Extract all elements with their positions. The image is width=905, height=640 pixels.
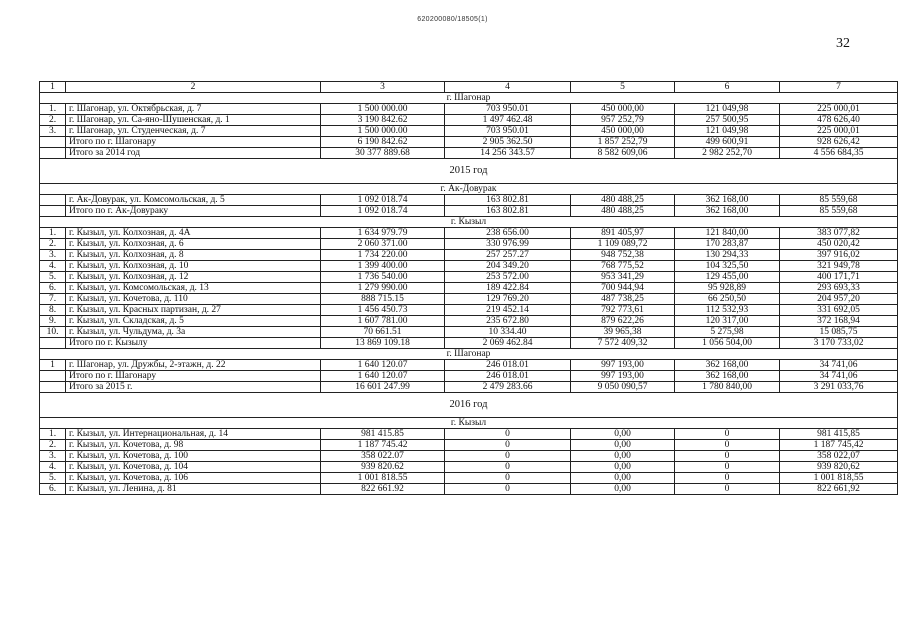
table-cell: 257 257.27 (445, 250, 571, 261)
table-cell: 0,00 (571, 440, 675, 451)
table-cell: 372 168,94 (780, 316, 898, 327)
table-cell: 1 001 818.55 (321, 473, 445, 484)
table-cell: 383 077,82 (780, 228, 898, 239)
table-cell: г. Кызыл, ул. Кочетова, д. 98 (66, 440, 321, 451)
table-cell: 225 000,01 (780, 104, 898, 115)
table-row (40, 261, 898, 272)
table-body (40, 82, 898, 495)
table-cell: 3 291 033,76 (780, 382, 898, 393)
table-row (40, 228, 898, 239)
year-heading-row (40, 159, 898, 184)
table-cell: 1 736 540.00 (321, 272, 445, 283)
table-cell: г. Кызыл, ул. Красных партизан, д. 27 (66, 305, 321, 316)
table-cell: 1 279 990.00 (321, 283, 445, 294)
city-heading: г. Шагонар (40, 93, 898, 104)
table-row (40, 451, 898, 462)
table-cell: 7. (40, 294, 66, 305)
table-cell: 10 334.40 (445, 327, 571, 338)
table-cell: 235 672.80 (445, 316, 571, 327)
table-cell: 331 692,05 (780, 305, 898, 316)
table-cell (40, 382, 66, 393)
table-cell: 1 092 018.74 (321, 195, 445, 206)
table-cell: 703 950.01 (445, 104, 571, 115)
table-cell: 257 500,95 (675, 115, 780, 126)
table-cell: 2 982 252,70 (675, 148, 780, 159)
table-row (40, 305, 898, 316)
table-cell: 478 626,40 (780, 115, 898, 126)
table-cell: 120 317,00 (675, 316, 780, 327)
table-cell: 1 500 000.00 (321, 126, 445, 137)
table-cell: 1 497 462.48 (445, 115, 571, 126)
table-cell: 0 (675, 462, 780, 473)
table-cell: 163 802.81 (445, 206, 571, 217)
table-cell: 330 976.99 (445, 239, 571, 250)
table-cell: 3 170 733,02 (780, 338, 898, 349)
city-section-row (40, 217, 898, 228)
table-cell: 189 422.84 (445, 283, 571, 294)
table-cell: 4 556 684,35 (780, 148, 898, 159)
table-cell: г. Кызыл, ул. Интернациональная, д. 14 (66, 429, 321, 440)
table-cell: 7 572 409,32 (571, 338, 675, 349)
table-cell: 2. (40, 115, 66, 126)
table-row (40, 126, 898, 137)
table-cell: 0 (675, 429, 780, 440)
table-row (40, 104, 898, 115)
table-cell: 1 (40, 360, 66, 371)
table-cell: 15 085,75 (780, 327, 898, 338)
table-cell: 2. (40, 440, 66, 451)
table-cell: 6 190 842.62 (321, 137, 445, 148)
table-cell: 0,00 (571, 451, 675, 462)
table-cell: 10. (40, 327, 66, 338)
table-cell: 0 (445, 484, 571, 495)
table-row (40, 148, 898, 159)
table-row (40, 360, 898, 371)
table-cell: 4. (40, 462, 66, 473)
table-cell: 1 607 781.00 (321, 316, 445, 327)
table-cell: 66 250,50 (675, 294, 780, 305)
column-header: 2 (66, 82, 321, 93)
table-cell: 450 000,00 (571, 126, 675, 137)
table-cell: 39 965,38 (571, 327, 675, 338)
table-cell: г. Кызыл, ул. Колхозная, д. 12 (66, 272, 321, 283)
table-row (40, 327, 898, 338)
column-header: 1 (40, 82, 66, 93)
table-cell: 1 734 220.00 (321, 250, 445, 261)
table-cell: Итого за 2015 г. (66, 382, 321, 393)
table-cell: 1 187 745,42 (780, 440, 898, 451)
table-row (40, 272, 898, 283)
table-cell: 939 820.62 (321, 462, 445, 473)
table-cell: 0,00 (571, 473, 675, 484)
table-cell: 362 168,00 (675, 195, 780, 206)
table-cell: 30 377 889.68 (321, 148, 445, 159)
table-row (40, 137, 898, 148)
table-row (40, 195, 898, 206)
table-cell: 112 532,93 (675, 305, 780, 316)
table-cell: 981 415.85 (321, 429, 445, 440)
table-cell: г. Шагонар, ул. Студенческая, д. 7 (66, 126, 321, 137)
table-cell: 1 780 840,00 (675, 382, 780, 393)
table-row (40, 440, 898, 451)
table-cell: г. Шагонар, ул. Дружбы, 2-этажн, д. 22 (66, 360, 321, 371)
table-cell: 1 001 818,55 (780, 473, 898, 484)
table-cell: 1. (40, 429, 66, 440)
city-section-row (40, 184, 898, 195)
table-cell: 400 171,71 (780, 272, 898, 283)
table-cell: 1. (40, 104, 66, 115)
table-cell: 16 601 247.99 (321, 382, 445, 393)
table-cell: 2 069 462.84 (445, 338, 571, 349)
table-cell: г. Кызыл, ул. Колхозная, д. 10 (66, 261, 321, 272)
table-cell: г. Кызыл, ул. Комсомольская, д. 13 (66, 283, 321, 294)
table-cell: 703 950.01 (445, 126, 571, 137)
city-heading: г. Кызыл (40, 418, 898, 429)
table-cell: 1 109 089,72 (571, 239, 675, 250)
table-cell: 5. (40, 473, 66, 484)
table-cell: 957 252,79 (571, 115, 675, 126)
table-cell: 768 775,52 (571, 261, 675, 272)
table-cell: 1 857 252,79 (571, 137, 675, 148)
table-cell: 0 (445, 462, 571, 473)
table-cell: 2. (40, 239, 66, 250)
table-cell: 397 916,02 (780, 250, 898, 261)
table-cell: 358 022,07 (780, 451, 898, 462)
table-cell: 170 283,87 (675, 239, 780, 250)
table-cell: 0 (675, 440, 780, 451)
city-section-row (40, 418, 898, 429)
year-heading-row (40, 393, 898, 418)
table-cell: 362 168,00 (675, 360, 780, 371)
city-section-row (40, 93, 898, 104)
city-heading: г. Ак-Довурак (40, 184, 898, 195)
table-cell: 8. (40, 305, 66, 316)
table-row (40, 382, 898, 393)
table-cell: 70 661.51 (321, 327, 445, 338)
column-header: 3 (321, 82, 445, 93)
table-cell: 879 622,26 (571, 316, 675, 327)
city-heading: г. Шагонар (40, 349, 898, 360)
table-cell (40, 137, 66, 148)
table-cell: 225 000,01 (780, 126, 898, 137)
table-cell: 8 582 609,06 (571, 148, 675, 159)
table-cell: 204 957,20 (780, 294, 898, 305)
document-id: 620200080/18505(1) (417, 16, 488, 23)
table-cell: 0 (445, 429, 571, 440)
table-cell: г. Кызыл, ул. Колхозная, д. 4А (66, 228, 321, 239)
table-cell: 362 168,00 (675, 371, 780, 382)
table-cell: 948 752,38 (571, 250, 675, 261)
table-cell (40, 371, 66, 382)
table-cell: 14 256 343.57 (445, 148, 571, 159)
table-cell: 204 349.20 (445, 261, 571, 272)
table-cell: г. Кызыл, ул. Кочетова, д. 110 (66, 294, 321, 305)
table-cell: 0 (445, 440, 571, 451)
table-cell: 6. (40, 283, 66, 294)
table-cell: г. Кызыл, ул. Кочетова, д. 100 (66, 451, 321, 462)
table-cell: 130 294,33 (675, 250, 780, 261)
table-cell: 104 325,50 (675, 261, 780, 272)
table-cell: 13 869 109.18 (321, 338, 445, 349)
table-cell: 85 559,68 (780, 206, 898, 217)
table-cell: г. Шагонар, ул. Са-яно-Шушенская, д. 1 (66, 115, 321, 126)
table-cell: 1 456 450.73 (321, 305, 445, 316)
table-row (40, 371, 898, 382)
city-heading: г. Кызыл (40, 217, 898, 228)
table-row (40, 473, 898, 484)
table-row (40, 206, 898, 217)
table-cell: 487 738,25 (571, 294, 675, 305)
table-cell: 0 (445, 451, 571, 462)
table-row (40, 462, 898, 473)
table-cell: г. Кызыл, ул. Чульдума, д. 3а (66, 327, 321, 338)
table-cell (40, 148, 66, 159)
table-cell (40, 206, 66, 217)
table-cell: 5 275,98 (675, 327, 780, 338)
table-row (40, 115, 898, 126)
table-cell: 9. (40, 316, 66, 327)
table-cell: 3. (40, 126, 66, 137)
table-cell (40, 195, 66, 206)
table-cell: 2 060 371.00 (321, 239, 445, 250)
table-cell: 246 018.01 (445, 371, 571, 382)
table-cell: 0,00 (571, 484, 675, 495)
table-cell: 928 626,42 (780, 137, 898, 148)
table-cell: 700 944,94 (571, 283, 675, 294)
table-cell: 3. (40, 250, 66, 261)
table-row (40, 338, 898, 349)
table-cell: 480 488,25 (571, 206, 675, 217)
table-cell: 293 693,33 (780, 283, 898, 294)
page-number: 32 (836, 36, 850, 51)
table-cell: 450 020,42 (780, 239, 898, 250)
table-row (40, 239, 898, 250)
table-cell: 2 905 362.50 (445, 137, 571, 148)
table-cell: 219 452.14 (445, 305, 571, 316)
table-cell: 1. (40, 228, 66, 239)
table-cell: 822 661.92 (321, 484, 445, 495)
table-cell: 2 479 283.66 (445, 382, 571, 393)
table-cell: 1 640 120.07 (321, 371, 445, 382)
table-row (40, 283, 898, 294)
table-cell: 953 341,29 (571, 272, 675, 283)
table-cell: 358 022.07 (321, 451, 445, 462)
table-cell: 34 741,06 (780, 360, 898, 371)
table-row (40, 250, 898, 261)
table-cell: Итого по г. Шагонару (66, 137, 321, 148)
column-header: 6 (675, 82, 780, 93)
table-cell: 981 415,85 (780, 429, 898, 440)
table-cell: 121 049,98 (675, 126, 780, 137)
table-cell: 1 634 979.79 (321, 228, 445, 239)
table-cell: 499 600,91 (675, 137, 780, 148)
table-cell: 163 802.81 (445, 195, 571, 206)
table-cell: 0 (675, 473, 780, 484)
table-cell: 1 056 504,00 (675, 338, 780, 349)
table-cell: 0,00 (571, 429, 675, 440)
table-cell: 997 193,00 (571, 360, 675, 371)
table-cell: 246 018.01 (445, 360, 571, 371)
table-cell: 95 928,89 (675, 283, 780, 294)
table-cell: 121 840,00 (675, 228, 780, 239)
table-row (40, 294, 898, 305)
table-cell: г. Кызыл, ул. Кочетова, д. 106 (66, 473, 321, 484)
table-cell: 822 661,92 (780, 484, 898, 495)
table-cell: 121 049,98 (675, 104, 780, 115)
table-cell: 4. (40, 261, 66, 272)
table-cell: 997 193,00 (571, 371, 675, 382)
table-cell: г. Кызыл, ул. Складская, д. 5 (66, 316, 321, 327)
table-cell: г. Ак-Довурак, ул. Комсомольская, д. 5 (66, 195, 321, 206)
table-cell (40, 338, 66, 349)
table-cell: г. Кызыл, ул. Ленина, д. 81 (66, 484, 321, 495)
table-cell: 0 (675, 484, 780, 495)
city-section-row (40, 349, 898, 360)
table-row (40, 316, 898, 327)
table-cell: 9 050 090,57 (571, 382, 675, 393)
table-cell: Итого по г. Шагонару (66, 371, 321, 382)
table-cell: 1 092 018.74 (321, 206, 445, 217)
table-cell: 6. (40, 484, 66, 495)
table-cell: 0 (445, 473, 571, 484)
table-cell: 3. (40, 451, 66, 462)
table-cell: Итого за 2014 год (66, 148, 321, 159)
column-header: 5 (571, 82, 675, 93)
table-cell: г. Кызыл, ул. Кочетова, д. 104 (66, 462, 321, 473)
table-cell: 480 488,25 (571, 195, 675, 206)
table-cell: 1 500 000.00 (321, 104, 445, 115)
table-cell: 792 773,61 (571, 305, 675, 316)
header-row (40, 82, 898, 93)
column-header: 7 (780, 82, 898, 93)
table-cell: 5. (40, 272, 66, 283)
table-cell: г. Шагонар, ул. Октябрьская, д. 7 (66, 104, 321, 115)
table-cell: 939 820,62 (780, 462, 898, 473)
data-table (39, 81, 898, 495)
table-cell: Итого по г. Кызылу (66, 338, 321, 349)
table-cell: 450 000,00 (571, 104, 675, 115)
table-cell: 0 (675, 451, 780, 462)
table-cell: 0,00 (571, 462, 675, 473)
table-cell: 888 715.15 (321, 294, 445, 305)
table-cell: 1 399 400.00 (321, 261, 445, 272)
table-cell: 3 190 842.62 (321, 115, 445, 126)
table-cell: 1 187 745.42 (321, 440, 445, 451)
column-header: 4 (445, 82, 571, 93)
table-cell: г. Кызыл, ул. Колхозная, д. 8 (66, 250, 321, 261)
table-cell: г. Кызыл, ул. Колхозная, д. 6 (66, 239, 321, 250)
table-cell: 1 640 120.07 (321, 360, 445, 371)
table-cell: 85 559,68 (780, 195, 898, 206)
table-cell: Итого по г. Ак-Довураку (66, 206, 321, 217)
table-cell: 362 168,00 (675, 206, 780, 217)
table-cell: 253 572.00 (445, 272, 571, 283)
table-cell: 321 949,78 (780, 261, 898, 272)
table-cell: 238 656.00 (445, 228, 571, 239)
table-cell: 129 455,00 (675, 272, 780, 283)
year-heading: 2016 год (40, 393, 898, 418)
table-cell: 34 741,06 (780, 371, 898, 382)
table-cell: 129 769.20 (445, 294, 571, 305)
table-row (40, 429, 898, 440)
table-cell: 891 405,97 (571, 228, 675, 239)
year-heading: 2015 год (40, 159, 898, 184)
table-row (40, 484, 898, 495)
